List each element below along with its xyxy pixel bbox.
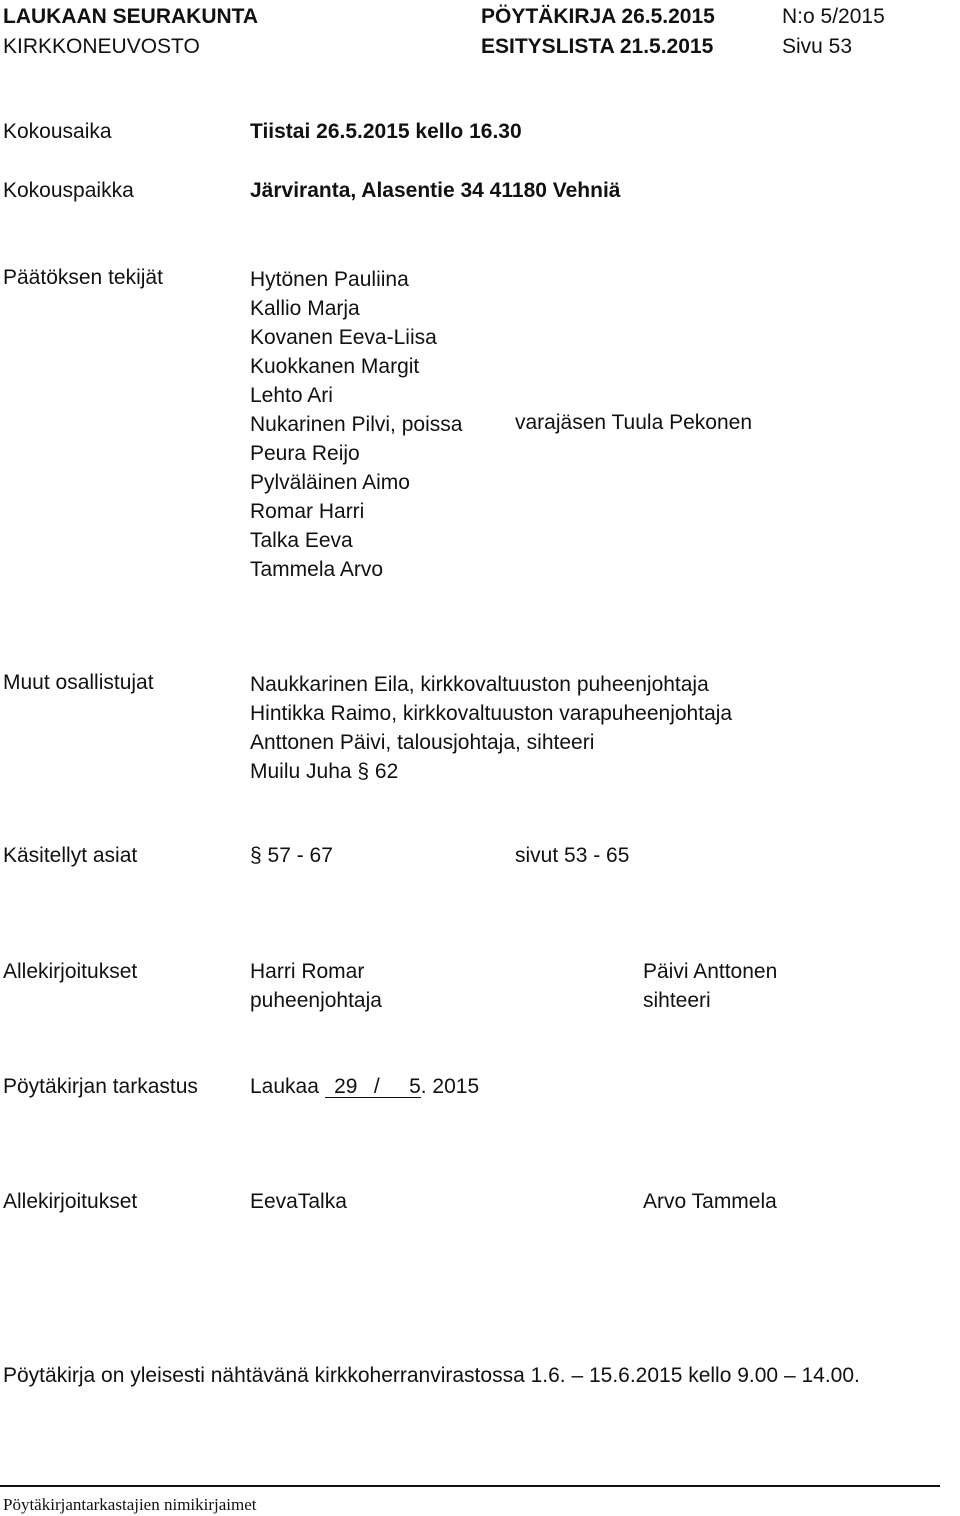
chair-name: Harri Romar: [250, 960, 365, 983]
meeting-place-value: Järviranta, Alasentie 34 41180 Vehniä: [250, 179, 621, 202]
secretary-role: sihteeri: [643, 989, 711, 1012]
substitute-note: varajäsen Tuula Pekonen: [515, 411, 752, 434]
agenda-date: ESITYSLISTA 21.5.2015: [481, 35, 714, 58]
inspection-slash: /: [367, 1076, 387, 1098]
org-name: LAUKAAN SEURAKUNTA: [3, 5, 259, 28]
other-participants-list: [250, 670, 732, 786]
footer-divider: [0, 1485, 940, 1487]
list-item: Nukarinen Pilvi, poissa: [250, 413, 463, 436]
list-item: Anttonen Päivi, talousjohtaja, sihteeri: [250, 731, 595, 754]
public-notice: Pöytäkirja on yleisesti nähtävänä kirkkoherranvirastossa 1.6. – 15.6.2015 kello 9.00 – 14.00.: [3, 1364, 860, 1387]
list-item: Tammela Arvo: [250, 558, 384, 581]
inspection-label: Pöytäkirjan tarkastus: [3, 1075, 198, 1098]
list-item: Kallio Marja: [250, 297, 360, 320]
meeting-time-label: Kokousaika: [3, 120, 112, 143]
decision-makers-label: Päätöksen tekijät: [3, 266, 163, 289]
secretary-name: Päivi Anttonen: [643, 960, 778, 983]
chair-role: puheenjohtaja: [250, 989, 382, 1012]
matters-sections: § 57 - 67: [250, 844, 333, 867]
inspector-first: EevaTalka: [250, 1190, 347, 1213]
list-item: Talka Eeva: [250, 529, 353, 552]
meeting-place-label: Kokouspaikka: [3, 179, 134, 202]
list-item: Kuokkanen Margit: [250, 355, 420, 378]
inspection-date: [250, 1076, 479, 1098]
meeting-time-value: Tiistai 26.5.2015 kello 16.30: [250, 120, 522, 143]
inspection-month: 5: [387, 1076, 421, 1098]
list-item: Kovanen Eeva-Liisa: [250, 326, 437, 349]
page-number: Sivu 53: [782, 35, 853, 58]
matters-pages: sivut 53 - 65: [515, 844, 630, 867]
inspector-second: Arvo Tammela: [643, 1190, 777, 1213]
body-name: KIRKKONEUVOSTO: [3, 35, 200, 58]
list-item: Lehto Ari: [250, 384, 333, 407]
list-item: Hintikka Raimo, kirkkovaltuuston varapuheenjohtaja: [250, 702, 733, 725]
matters-label: Käsitellyt asiat: [3, 844, 138, 867]
other-participants-label: Muut osallistujat: [3, 671, 154, 694]
inspection-year: . 2015: [420, 1075, 480, 1098]
list-item: Muilu Juha § 62: [250, 760, 399, 783]
list-item: Peura Reijo: [250, 442, 360, 465]
document-title: PÖYTÄKIRJA 26.5.2015: [481, 5, 715, 28]
signatures-label: Allekirjoitukset: [3, 960, 138, 983]
inspection-day: 29: [325, 1076, 367, 1098]
inspection-place: Laukaa: [250, 1075, 319, 1098]
list-item: Hytönen Pauliina: [250, 268, 409, 291]
decision-makers-list: [250, 265, 462, 584]
list-item: Naukkarinen Eila, kirkkovaltuuston puheenjohtaja: [250, 673, 709, 696]
list-item: Pylväläinen Aimo: [250, 471, 410, 494]
inspector-signatures-label: Allekirjoitukset: [3, 1190, 138, 1213]
list-item: Romar Harri: [250, 500, 365, 523]
document-number: N:o 5/2015: [782, 5, 885, 28]
footer-initials-label: Pöytäkirjantarkastajien nimikirjaimet: [3, 1495, 257, 1514]
